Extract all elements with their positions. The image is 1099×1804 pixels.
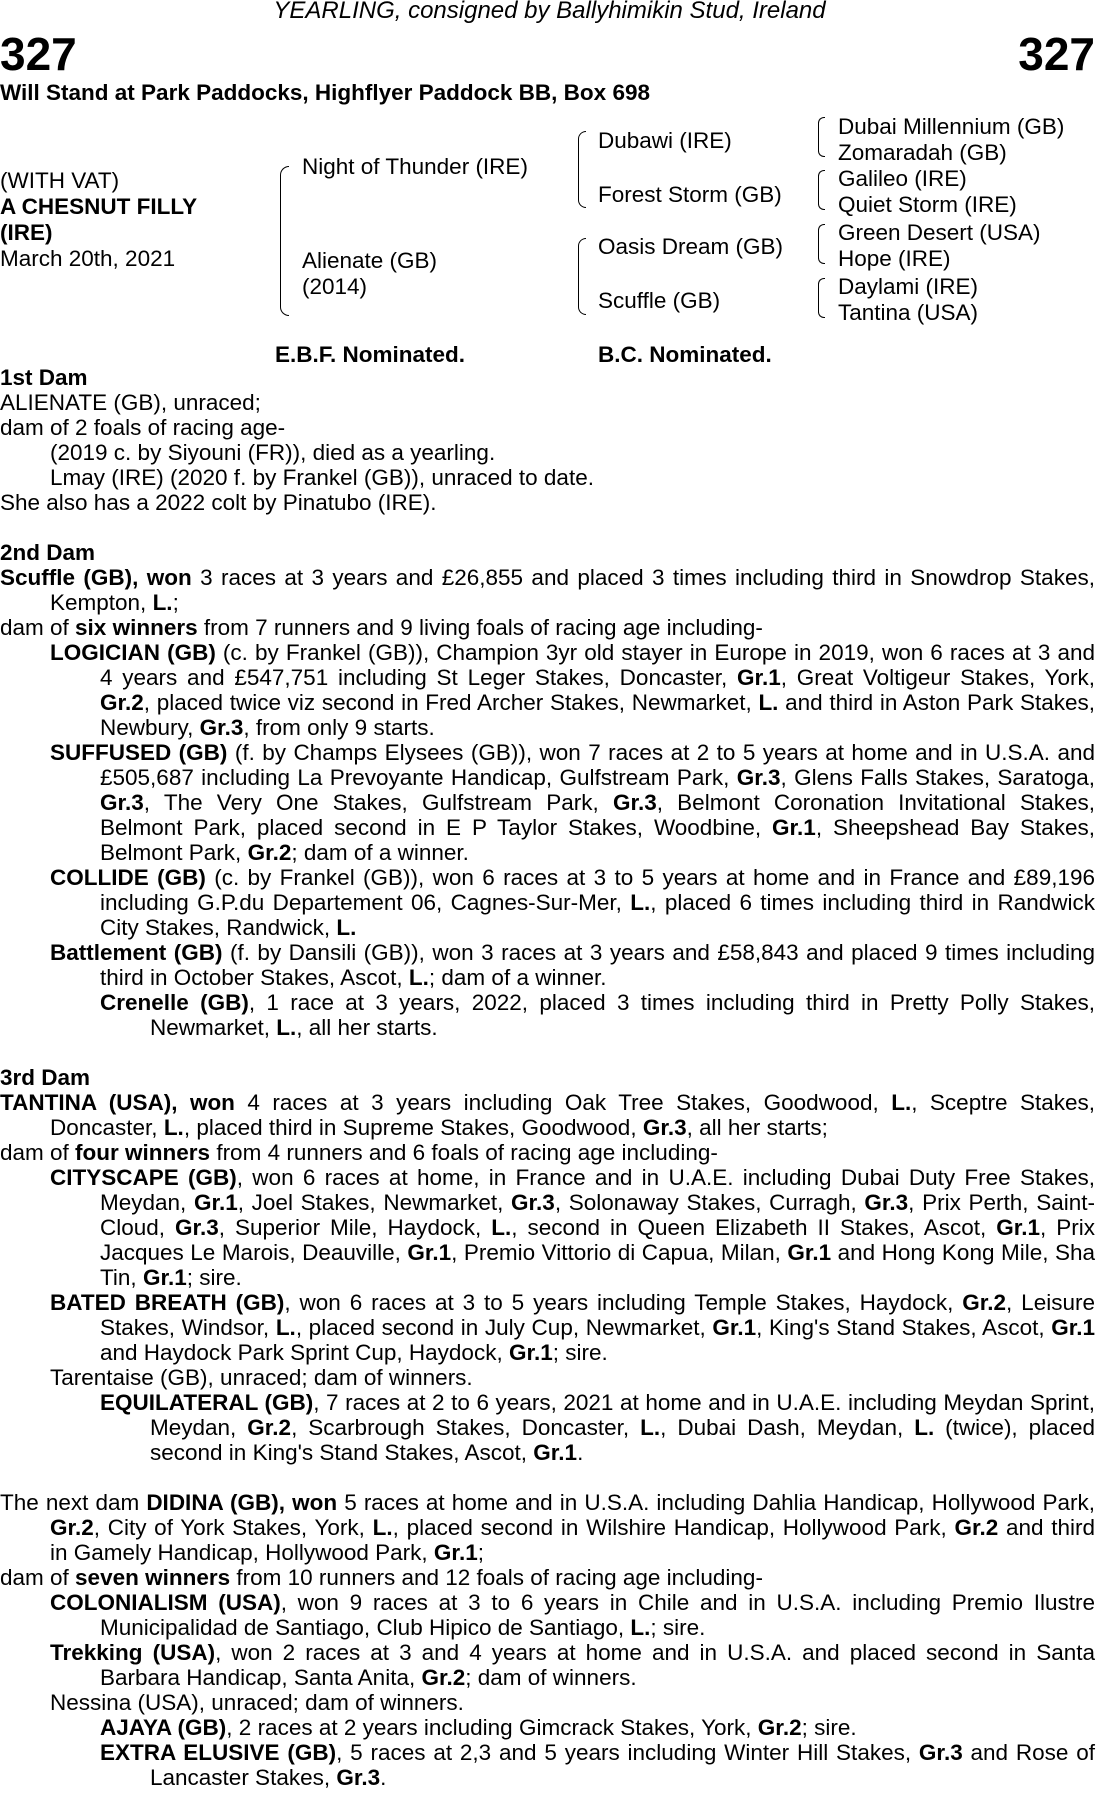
produce-entry-grandchild: EQUILATERAL (GB), 7 races at 2 to 6 years, 2021 at home and in U.A.E. including Meydan Sprint, Meydan, Gr.2, Scarbrough Stakes, Doncaster, L., Dubai Dash, Meydan, L. (twice), placed second in King's Stand Stakes, Ascot, Gr.1.: [100, 1390, 1095, 1465]
horse-name: A CHESNUT FILLY: [0, 194, 198, 219]
pedigree-dsd: Hope (IRE): [838, 246, 951, 271]
produce-entry-grandchild: EXTRA ELUSIVE (GB), 5 races at 2,3 and 5 years including Winter Hill Stakes, Gr.3 and Rose of Lancaster Stakes, Gr.3.: [100, 1740, 1095, 1790]
pedigree-dss: Green Desert (USA): [838, 220, 1041, 245]
pedigree-dam: Alienate (GB): [302, 248, 438, 273]
first-dam-note: She also has a 2022 colt by Pinatubo (IRE).: [0, 490, 437, 515]
pedigree-dam-dam: Scuffle (GB): [598, 288, 721, 313]
pedigree-sss: Dubai Millennium (GB): [838, 114, 1065, 139]
third-dam-intro: TANTINA (USA), won 4 races at 3 years including Oak Tree Stakes, Goodwood, L., Sceptre Stakes, Doncaster, L., placed third in Supreme Stakes, Goodwood, Gr.3, all her starts;: [0, 1090, 1095, 1140]
produce-entry: Nessina (USA), unraced; dam of winners.: [50, 1690, 464, 1715]
pedigree-brace-sd: [818, 170, 825, 210]
produce-entry: Tarentaise (GB), unraced; dam of winners.: [50, 1365, 473, 1390]
produce-entry-grandchild: Crenelle (GB), 1 race at 3 years, 2022, placed 3 times including third in Pretty Polly Stakes, Newmarket, L., all her starts.: [100, 990, 1095, 1040]
consignment-line: YEARLING, consigned by Ballyhimikin Stud, Ireland: [273, 0, 826, 24]
pedigree-dam-year: (2014): [302, 274, 368, 299]
pedigree-sds: Galileo (IRE): [838, 166, 967, 191]
pedigree-ddd: Tantina (USA): [838, 300, 979, 325]
pedigree-brace-dam: [578, 238, 586, 315]
horse-country: (IRE): [0, 220, 53, 245]
pedigree-sire-dam: Forest Storm (GB): [598, 182, 782, 207]
pedigree-ssd: Zomaradah (GB): [838, 140, 1007, 165]
produce-entry: SUFFUSED (GB) (f. by Champs Elysees (GB)), won 7 races at 2 to 5 years at home and in U.S.A. and £505,687 including La Prevoyante Handicap, Gulfstream Park, Gr.3, Glens Falls Stakes, Saratoga, Gr.3, The Very One Stakes, Gulfstream Park, Gr.3, Belmont Coronation Invitational Stakes, Belmont Park, placed second in E P Taylor Stakes, Woodbine, Gr.1, Sheepshead Bay Stakes, Belmont Park, Gr.2; dam of a winner.: [50, 740, 1095, 865]
pedigree-dam-sire: Oasis Dream (GB): [598, 234, 784, 259]
produce-entry: Battlement (GB) (f. by Dansili (GB)), won 3 races at 3 years and £58,843 and placed 9 times including third in October Stakes, Ascot, L.; dam of a winner.: [50, 940, 1095, 990]
first-dam-line: ALIENATE (GB), unraced;: [0, 390, 261, 415]
produce-entry: COLLIDE (GB) (c. by Frankel (GB)), won 6 races at 3 to 5 years at home and in France and £89,196 including G.P.du Departement 06, Cagnes-Sur-Mer, L., placed 6 times including third in Randwick City Stakes, Randwick, L.: [50, 865, 1095, 940]
horse-dob: March 20th, 2021: [0, 246, 176, 271]
produce-entry: CITYSCAPE (GB), won 6 races at home, in France and in U.A.E. including Dubai Duty Free Stakes, Meydan, Gr.1, Joel Stakes, Newmarket, Gr.3, Solonaway Stakes, Curragh, Gr.3, Prix Perth, Saint-Cloud, Gr.3, Superior Mile, Haydock, L., second in Queen Elizabeth II Stakes, Ascot, Gr.1, Prix Jacques Le Marois, Deauville, Gr.1, Premio Vittorio di Capua, Milan, Gr.1 and Hong Kong Mile, Sha Tin, Gr.1; sire.: [50, 1165, 1096, 1290]
pedigree-brace-main: [280, 166, 289, 316]
produce-entry: Trekking (USA), won 2 races at 3 and 4 years at home and in U.S.A. and placed second in Santa Barbara Handicap, Santa Anita, Gr.2; dam of winners.: [50, 1640, 1096, 1690]
pedigree-brace-ss: [818, 117, 825, 157]
second-dam-produce: dam of six winners from 7 runners and 9 living foals of racing age including-: [0, 615, 763, 640]
stand-location: Will Stand at Park Paddocks, Highflyer Paddock BB, Box 698: [0, 80, 650, 105]
second-dam-intro: Scuffle (GB), won 3 races at 3 years and £26,855 and placed 3 times including third in Snowdrop Stakes, Kempton, L.;: [0, 565, 1095, 615]
third-dam-heading: 3rd Dam: [0, 1065, 91, 1090]
pedigree-sire: Night of Thunder (IRE): [302, 154, 528, 179]
lot-number-left: 327: [0, 28, 77, 80]
pedigree-brace-dd: [818, 278, 825, 318]
ebf-nomination: E.B.F. Nominated.: [275, 342, 466, 367]
first-dam-heading: 1st Dam: [0, 365, 88, 390]
pedigree-brace-sire: [578, 131, 586, 208]
next-dam-intro: The next dam DIDINA (GB), won 5 races at home and in U.S.A. including Dahlia Handicap, Hollywood Park, Gr.2, City of York Stakes, York, L., placed second in Wilshire Handicap, Hollywood Park, Gr.2 and third in Gamely Handicap, Hollywood Park, Gr.1;: [0, 1490, 1096, 1565]
first-dam-foal: (2019 c. by Siyouni (FR)), died as a yearling.: [50, 440, 496, 465]
produce-entry: COLONIALISM (USA), won 9 races at 3 to 6 years in Chile and in U.S.A. including Premio Ilustre Municipalidad de Santiago, Club Hipico de Santiago, L.; sire.: [50, 1590, 1095, 1640]
pedigree-sdd: Quiet Storm (IRE): [838, 192, 1017, 217]
third-dam-produce: dam of four winners from 4 runners and 6 foals of racing age including-: [0, 1140, 718, 1165]
first-dam-foals-count: dam of 2 foals of racing age-: [0, 415, 286, 440]
lot-number-right: 327: [1018, 28, 1095, 80]
produce-entry-grandchild: AJAYA (GB), 2 races at 2 years including Gimcrack Stakes, York, Gr.2; sire.: [100, 1715, 857, 1740]
pedigree-dds: Daylami (IRE): [838, 274, 979, 299]
bc-nomination: B.C. Nominated.: [598, 342, 772, 367]
catalogue-body: [0, 365, 1095, 1790]
produce-entry: BATED BREATH (GB), won 6 races at 3 to 5 years including Temple Stakes, Haydock, Gr.2, Leisure Stakes, Windsor, L., placed second in July Cup, Newmarket, Gr.1, King's Stand Stakes, Ascot, Gr.1 and Haydock Park Sprint Cup, Haydock, Gr.1; sire.: [50, 1290, 1095, 1365]
vat-note: (WITH VAT): [0, 168, 120, 193]
pedigree-sire-sire: Dubawi (IRE): [598, 128, 732, 153]
produce-entry: LOGICIAN (GB) (c. by Frankel (GB)), Champion 3yr old stayer in Europe in 2019, won 6 races at 3 and 4 years and £547,751 including St Leger Stakes, Doncaster, Gr.1, Great Voltigeur Stakes, York, Gr.2, placed twice viz second in Fred Archer Stakes, Newmarket, L. and third in Aston Park Stakes, Newbury, Gr.3, from only 9 starts.: [50, 640, 1096, 740]
first-dam-foal: Lmay (IRE) (2020 f. by Frankel (GB)), unraced to date.: [50, 465, 594, 490]
pedigree-brace-ds: [818, 224, 825, 264]
next-dam-produce: dam of seven winners from 10 runners and 12 foals of racing age including-: [0, 1565, 763, 1590]
second-dam-heading: 2nd Dam: [0, 540, 96, 565]
